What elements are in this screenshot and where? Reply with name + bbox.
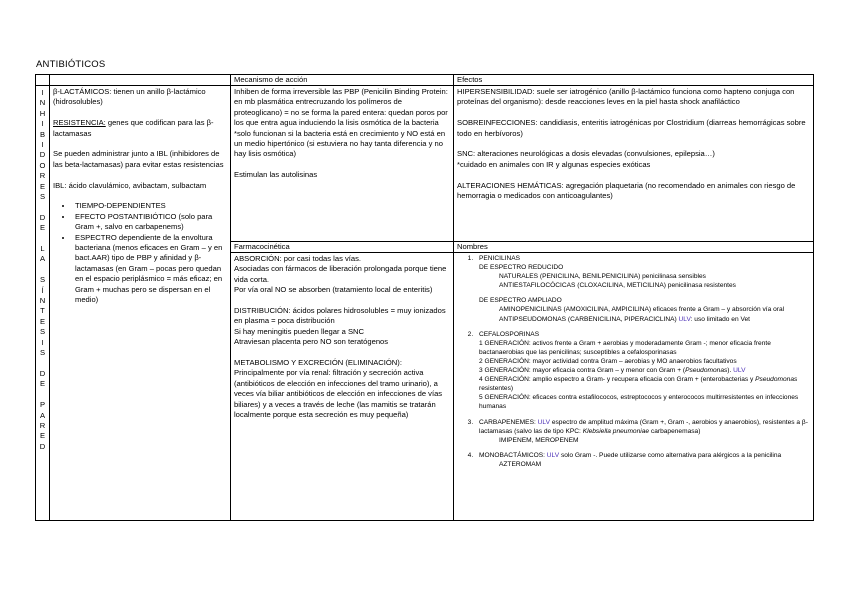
efectos-p5: ALTERACIONES HEMÁTICAS: agregación plaquetaria (no recomendado en animales con riesgo de hemorragia o medicados con anticoagulantes)	[457, 180, 796, 201]
farm-p6: Atraviesan placenta pero NO son teratógenos	[234, 337, 389, 347]
cef-2: 2 GENERACIÓN: mayor actividad contra Gram – aerobias y MO anaerobios facultativos	[479, 357, 737, 365]
carb-names: IMIPENEM, MEROPENEM	[499, 436, 579, 444]
pen-ampliado: DE ESPECTRO AMPLIADO	[479, 297, 562, 305]
header-nombres: Nombres	[454, 242, 814, 253]
list-item-cefalosporinas	[475, 330, 810, 412]
cef-4: 4 GENERACIÓN: amplio espectro a Gram- y recupera eficacia con Gram + (enterobacterias y Pseudomonas resistentes)	[479, 376, 798, 393]
header-empty-vertical	[36, 75, 50, 86]
list-item: • ESPECTRO dependiente de la envoltura bacteriana (menos eficaces en Gram – y en bact.AAR) tipo de PBP y afinidad y β-lactamasas (en Gram – pocas pero quedan en el espacio periplásmico = más eficaz; en Gram + muchas pero se dispersan en el medio)	[73, 233, 227, 306]
page-title: ANTIBIÓTICOS	[36, 59, 106, 70]
list-item-penicilinas	[475, 254, 810, 324]
pen-antiest: ANTIESTAFILOCÓCICAS (CLOXACILINA, METICILINA) penicilinasa resistentes	[499, 282, 736, 290]
efectos-p2: SOBREINFECCIONES: candidiasis, enteritis iatrogénicas por Clostridium (diarreas hemorrágicas sobre todo en herbívoros)	[457, 118, 806, 138]
mecanismo-p3: Estimulan las autolisinas	[234, 170, 318, 180]
mono-names: AZTEROMAM	[499, 460, 542, 468]
betalactamicos-text: β-LACTÁMICOS: tienen un anillo β-lactámico (hidrosolubles)	[53, 87, 206, 107]
farm-p8: Principalmente por vía renal: filtración y secreción activa (antibióticos de elección en infecciones del tramo urinario), a veces vía biliar antibióticos de elección en infecciones de vías biliares) y a veces a través de leche (las mamitis se tratarán localmente porque esta secreción es muy pequeña)	[234, 368, 443, 420]
farmacocinetica-cell	[231, 253, 454, 521]
ibl-list-text: IBL: ácido clavulámico, avibactam, sulbactam	[53, 180, 207, 190]
farm-p1: ABSORCIÓN: por casi todas las vías.	[234, 254, 362, 263]
vertical-label: I N H I B I D O R E S D E L A S Í N T E S I S D E P A R E D	[36, 86, 50, 521]
mono-text: 4. MONOBACTÁMICOS: ULV solo Gram -. Puede utilizarse como alternativa para alérgicos a la penicilina	[479, 451, 782, 459]
farm-p4: DISTRIBUCIÓN: ácidos polares hidrosolubles = muy ionizados en plasma = poca distribución	[234, 306, 446, 326]
mecanismo-p2: *solo funcionan si la bacteria está en crecimiento y NO está en un medio hipertónico (si estuviera no hay tanta diferencia y no hay lisis osmótica)	[234, 128, 446, 159]
antibiotics-table	[35, 74, 814, 521]
carb-text: 3. CARBAPENEMES: ULV espectro de amplitud máxima (Gram +, Gram -, aerobios y anaerobios), resistentes a β-lactamasas (salvo las de tipo KPC: Klebsiella pneumoniae carbapenemasa)	[479, 418, 808, 435]
pen-reducido: DE ESPECTRO REDUCIDO	[479, 264, 564, 272]
row-mecanismo-efectos	[36, 86, 814, 242]
efectos-p1: HIPERSENSIBILIDAD: suele ser iatrogénico (anillo β-lactámico funciona como hapteno conjuga con proteínas del organismo): desde reacciones leves en la piel hasta shock anafiláctico	[457, 87, 795, 107]
cef-5: 5 GENERACIÓN: eficaces contra estafilococos, estreptococos y enterococos multirresistentes en infecciones humanas	[479, 394, 799, 411]
farm-p7: METABOLISMO Y EXCRECIÓN (ELIMINACIÓN):	[234, 358, 402, 368]
cef-1: 1 GENERACIÓN: activos frente a Gram + aerobias y moderadamente Gram -; menor eficacia frente bactanaerobias que las penicilinas; susceptibles a cefalosporinasas	[479, 339, 771, 356]
efectos-p4: *cuidado en animales con IR y algunas especies exóticas	[457, 159, 651, 169]
resistencia-text: RESISTENCIA: genes que codifican para las β-lactamasas	[53, 118, 214, 138]
list-item: • TIEMPO-DEPENDIENTES	[73, 201, 227, 211]
header-empty-left	[50, 75, 231, 86]
header-efectos: Efectos	[454, 75, 814, 86]
pen-antipseudo: ANTIPSEUDOMONAS (CARBENICILINA, PIPERACICLINA) ULV: uso limitado en Vet	[499, 315, 751, 323]
nombres-list	[457, 254, 810, 469]
list-item-monobactamicos	[475, 451, 810, 469]
header-row	[36, 75, 814, 86]
left-column	[50, 86, 231, 521]
farm-p5: Si hay meningitis pueden llegar a SNC	[234, 326, 365, 336]
efectos-p3: SNC: alteraciones neurológicas a dosis elevadas (convulsiones, epilepsia…)	[457, 149, 715, 159]
ibl-text: Se pueden administrar junto a IBL (inhibidores de las beta-lactamasas) para evitar estas resistencias	[53, 149, 224, 169]
mecanismo-p1: Inhiben de forma irreversible las PBP (Penicilin Binding Protein: en mb plasmática entrecruzando los polímeros de proteoglicano) = no se forma la pared entera: quedan poros por los que entra agua induciendo la lisis osmótica de la bacteria	[234, 87, 448, 128]
efectos-cell	[454, 86, 814, 242]
mecanismo-cell	[231, 86, 454, 242]
farm-p2: Asociadas con fármacos de liberación prolongada porque tiene vida corta.	[234, 264, 447, 284]
cef-title: 2. CEFALOSPORINAS	[479, 330, 540, 338]
list-item: • EFECTO POSTANTIBIÓTICO (solo para Gram +, salvo en carbapenems)	[73, 212, 227, 233]
header-farmacocinetica: Farmacocinética	[231, 242, 454, 253]
pen-naturales: NATURALES (PENICILINA, BENILPENICILINA) penicilinasa sensibles	[499, 273, 706, 281]
properties-list	[53, 201, 227, 305]
nombres-cell	[454, 253, 814, 521]
list-item-carbapenemes	[475, 418, 810, 445]
pen-amino: AMINOPENICILINAS (AMOXICILINA, AMPICILINA) eficaces frente a Gram – y absorción vía oral	[499, 306, 785, 314]
farm-p3: Por vía oral NO se absorben (tratamiento local de enteritis)	[234, 285, 433, 295]
header-mecanismo: Mecanismo de acción	[231, 75, 454, 86]
pen-title: 1. PENICILINAS	[479, 255, 521, 262]
cef-3: 3 GENERACIÓN: mayor eficacia contra Gram – y menor con Gram + (Pseudomonas). ULV	[479, 367, 746, 375]
